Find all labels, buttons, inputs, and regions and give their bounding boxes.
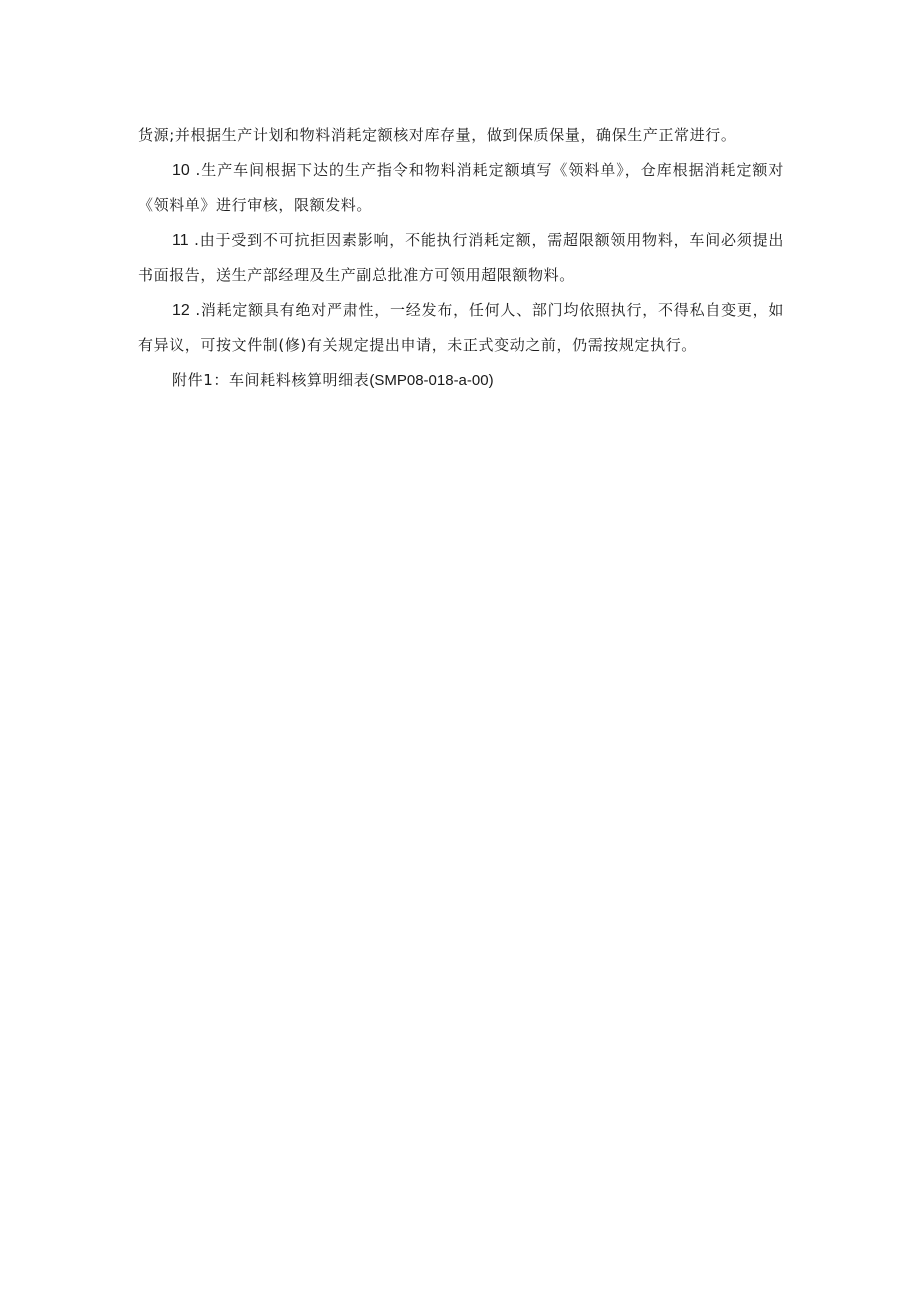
attachment-label: 附件1：: [172, 370, 229, 389]
clause-text: .生产车间根据下达的生产指令和物料消耗定额填写《领料单》，仓库根据消耗定额对《领料单》进行审核，限额发料。: [138, 160, 784, 214]
clause-number: 12: [172, 301, 190, 319]
clause-10: [138, 153, 784, 223]
attachment-line: [138, 363, 784, 399]
paragraph-continuation: 货源;并根据生产计划和物料消耗定额核对库存量，做到保质保量，确保生产正常进行。: [138, 126, 737, 144]
clause-text: .消耗定额具有绝对严肃性，一经发布，任何人、部门均依照执行，不得私自变更，如有异议，可按文件制(修)有关规定提出申请，未正式变动之前，仍需按规定执行。: [138, 300, 784, 354]
attachment-code: (SMP08-018-a-00): [369, 371, 494, 389]
document-body: [138, 118, 784, 398]
clause-number: 10: [172, 161, 190, 179]
clause-11: [138, 223, 784, 293]
clause-number: 11: [172, 231, 189, 249]
attachment-title: 车间耗料核算明细表: [228, 370, 370, 389]
clause-12: [138, 293, 784, 363]
clause-text: .由于受到不可抗拒因素影响，不能执行消耗定额，需超限额领用物料，车间必须提出书面报告，送生产部经理及生产副总批准方可领用超限额物料。: [138, 230, 784, 284]
